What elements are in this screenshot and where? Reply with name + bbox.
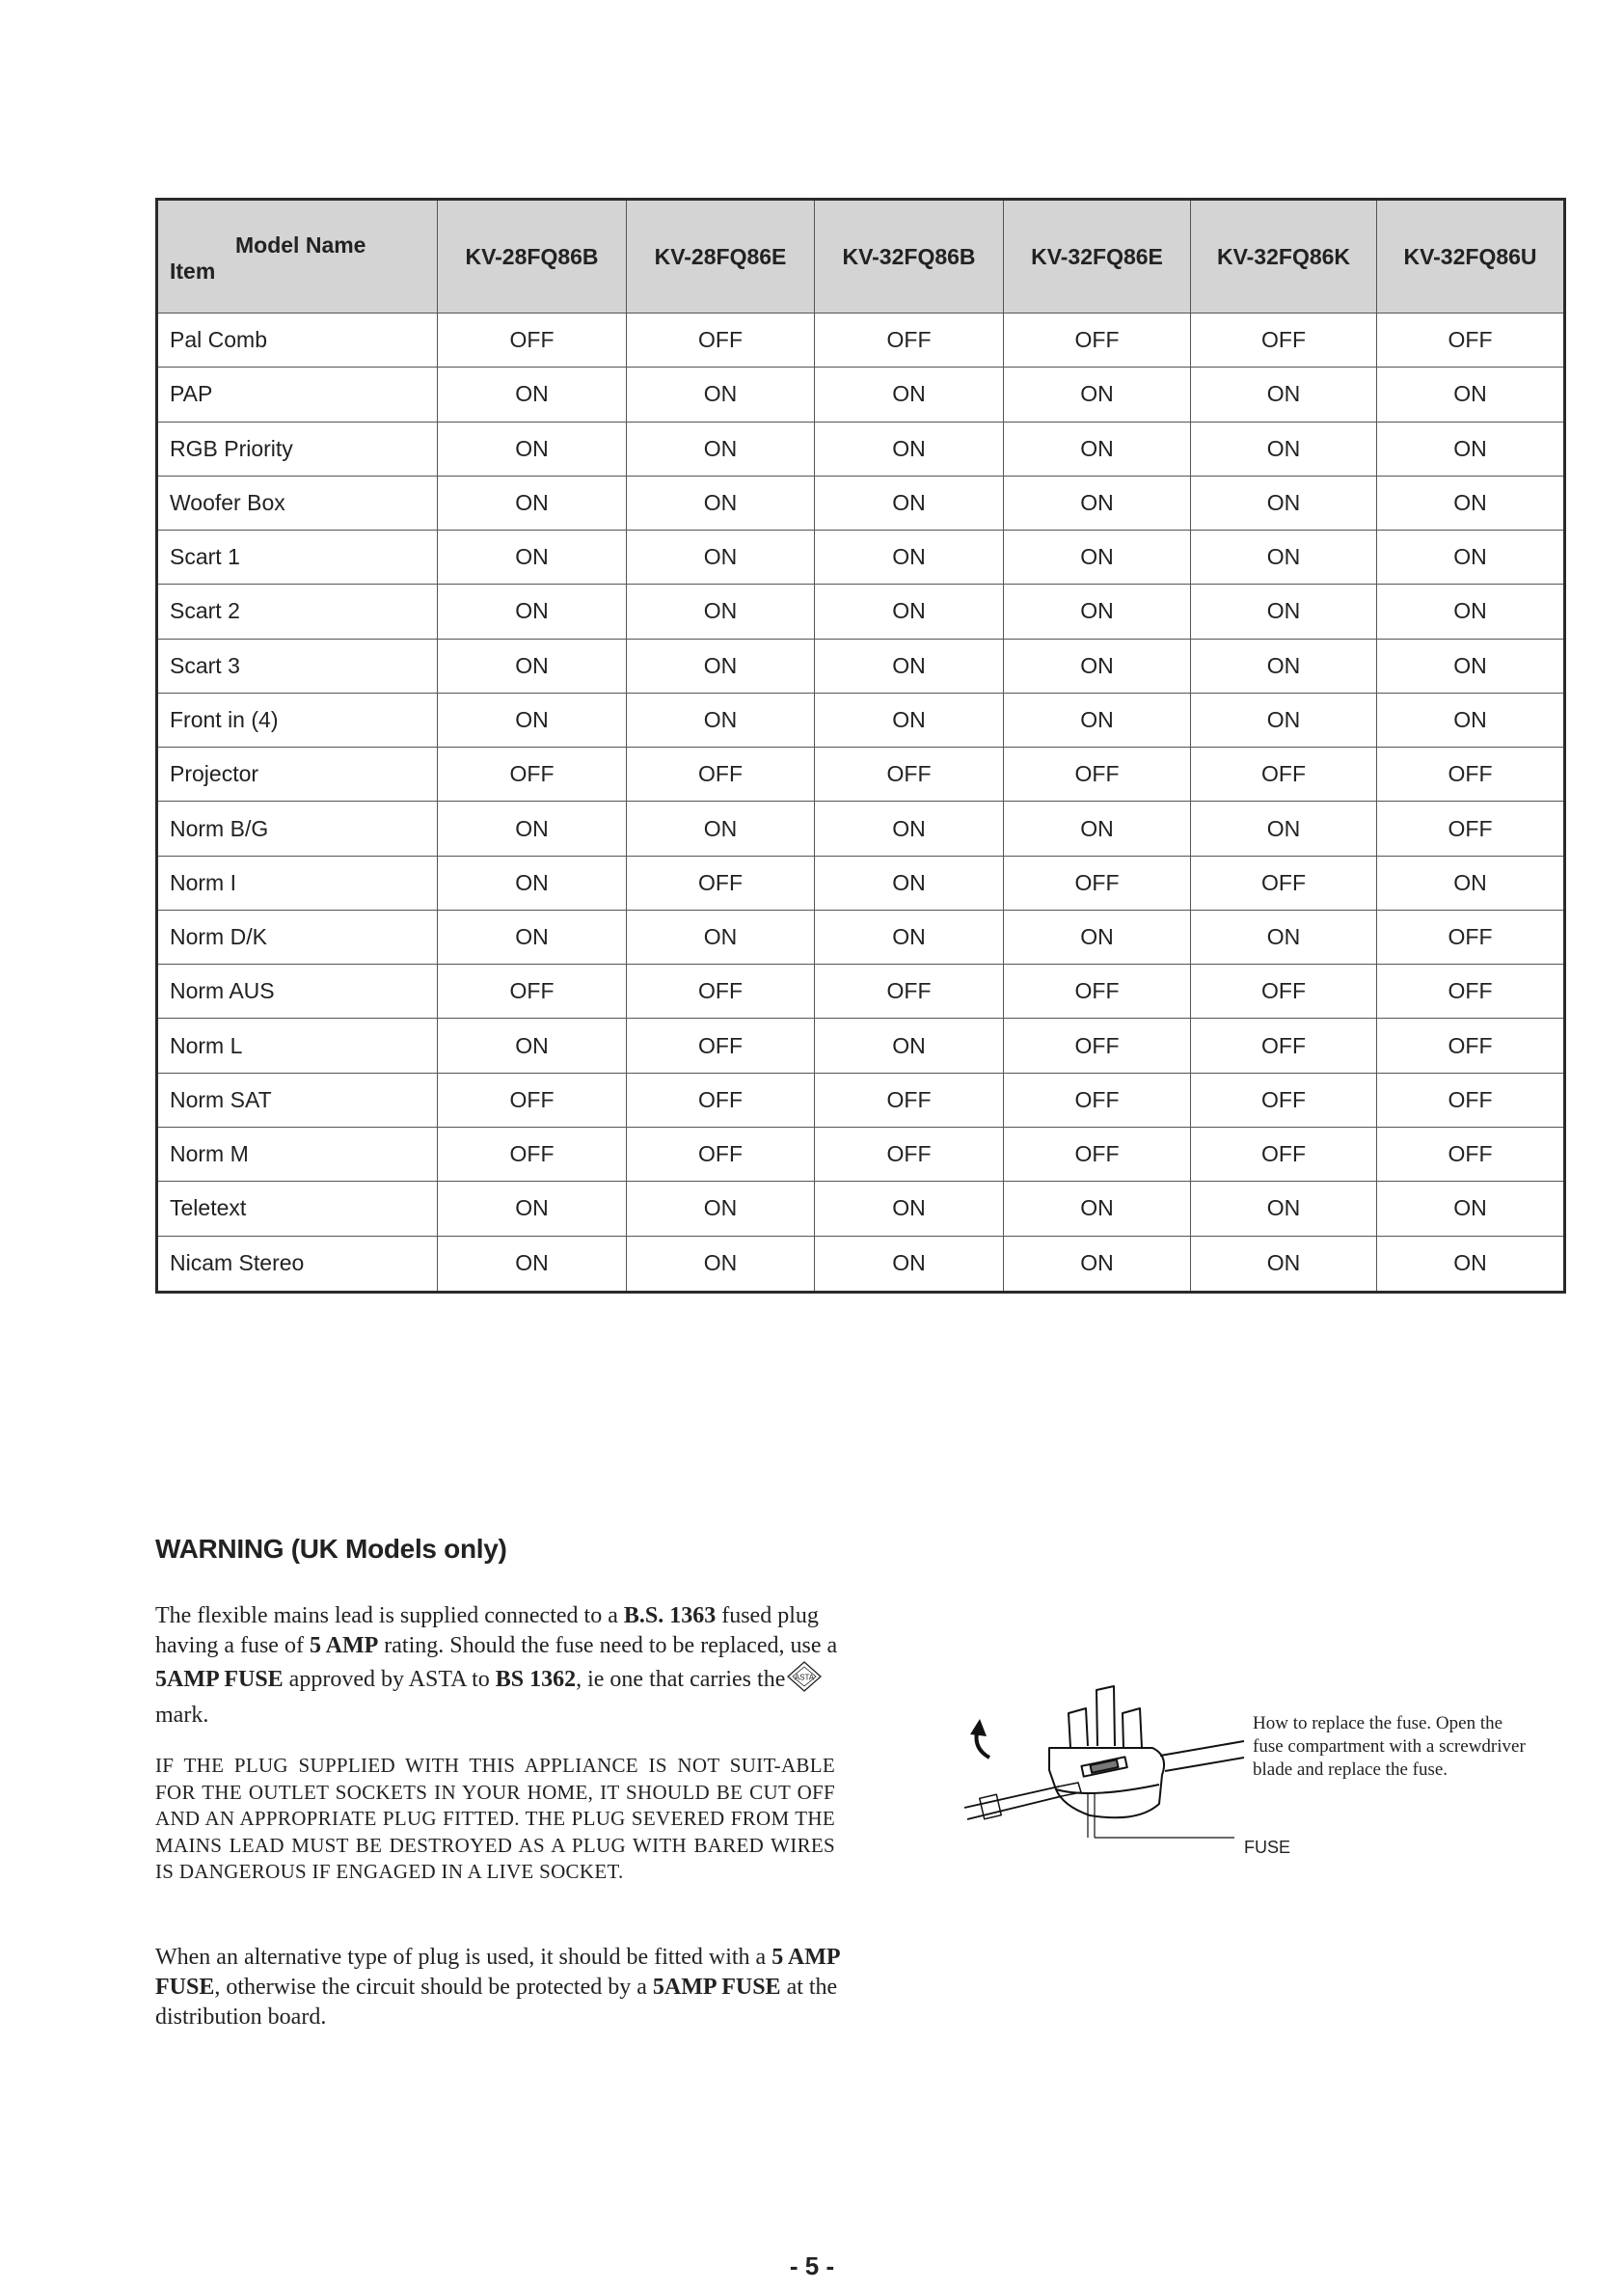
model-header: KV-28FQ86E	[627, 200, 815, 314]
value-cell: ON	[438, 422, 627, 476]
value-cell: ON	[1004, 422, 1191, 476]
page-number: - 5 -	[789, 2251, 835, 2280]
item-cell: Woofer Box	[157, 476, 438, 530]
value-cell: ON	[815, 422, 1004, 476]
value-cell: ON	[1377, 693, 1565, 747]
table-row	[157, 1127, 1565, 1181]
model-header: KV-32FQ86K	[1191, 200, 1377, 314]
value-cell: ON	[1377, 368, 1565, 422]
value-cell: OFF	[1377, 965, 1565, 1019]
value-cell: ON	[815, 639, 1004, 693]
table-row	[157, 531, 1565, 585]
value-cell: ON	[438, 910, 627, 964]
value-cell: OFF	[1004, 965, 1191, 1019]
value-cell: ON	[1377, 1236, 1565, 1292]
item-cell: Norm SAT	[157, 1073, 438, 1127]
table-row	[157, 965, 1565, 1019]
value-cell: OFF	[1004, 1073, 1191, 1127]
value-cell: ON	[1004, 910, 1191, 964]
value-cell: OFF	[438, 748, 627, 802]
table-row	[157, 1236, 1565, 1292]
value-cell: ON	[815, 856, 1004, 910]
value-cell: OFF	[438, 1127, 627, 1181]
value-cell: ON	[1004, 476, 1191, 530]
value-cell: OFF	[1004, 1127, 1191, 1181]
item-cell: Projector	[157, 748, 438, 802]
header-model-name: Model Name	[235, 232, 366, 258]
value-cell: ON	[1377, 1182, 1565, 1236]
value-cell: OFF	[1191, 1073, 1377, 1127]
value-cell: ON	[815, 910, 1004, 964]
value-cell: ON	[438, 531, 627, 585]
value-cell: OFF	[1377, 910, 1565, 964]
value-cell: ON	[438, 639, 627, 693]
spec-table	[155, 198, 1566, 1294]
value-cell: OFF	[627, 314, 815, 368]
value-cell: ON	[1004, 1236, 1191, 1292]
value-cell: OFF	[1377, 1127, 1565, 1181]
item-cell: Teletext	[157, 1182, 438, 1236]
value-cell: OFF	[1377, 1019, 1565, 1073]
value-cell: ON	[438, 856, 627, 910]
value-cell: ON	[627, 422, 815, 476]
value-cell: ON	[815, 585, 1004, 639]
item-cell: Norm B/G	[157, 802, 438, 856]
warning-paragraph-caps: IF THE PLUG SUPPLIED WITH THIS APPLIANCE IS NOT SUIT-ABLE FOR THE OUTLET SOCKETS IN YOUR HOME, IT SHOULD BE CUT OFF AND AN APPROPRIATE PLUG FITTED. THE PLUG SEVERED FROM THE MAINS LEAD MUST BE DESTROYED AS A PLUG WITH BARED WIRES IS DANGEROUS IF ENGAGED IN A LIVE SOCKET.	[155, 1754, 835, 1883]
value-cell: ON	[815, 531, 1004, 585]
value-cell: ON	[1004, 585, 1191, 639]
value-cell: ON	[1004, 1182, 1191, 1236]
model-header: KV-28FQ86B	[438, 200, 627, 314]
value-cell: ON	[815, 1236, 1004, 1292]
value-cell: ON	[815, 1182, 1004, 1236]
value-cell: ON	[1377, 585, 1565, 639]
value-cell: OFF	[1191, 1127, 1377, 1181]
value-cell: ON	[1191, 639, 1377, 693]
value-cell: OFF	[1004, 856, 1191, 910]
value-cell: ON	[1191, 585, 1377, 639]
model-header: KV-32FQ86B	[815, 200, 1004, 314]
value-cell: ON	[438, 585, 627, 639]
value-cell: OFF	[1191, 748, 1377, 802]
table-row	[157, 585, 1565, 639]
item-cell: Nicam Stereo	[157, 1236, 438, 1292]
value-cell: ON	[1191, 476, 1377, 530]
item-cell: Norm I	[157, 856, 438, 910]
value-cell: OFF	[1191, 314, 1377, 368]
table-row	[157, 639, 1565, 693]
value-cell: ON	[1004, 531, 1191, 585]
value-cell: ON	[627, 476, 815, 530]
value-cell: ON	[1004, 368, 1191, 422]
value-cell: ON	[815, 802, 1004, 856]
value-cell: OFF	[1004, 1019, 1191, 1073]
asta-mark-icon	[787, 1661, 822, 1701]
value-cell: OFF	[1004, 314, 1191, 368]
value-cell: ON	[1191, 1236, 1377, 1292]
table-row	[157, 422, 1565, 476]
table-header-row	[157, 200, 1565, 314]
value-cell: ON	[438, 368, 627, 422]
value-cell: ON	[627, 1182, 815, 1236]
plug-fuse-illustration	[955, 1678, 1244, 1867]
value-cell: OFF	[627, 1019, 815, 1073]
value-cell: OFF	[1191, 965, 1377, 1019]
value-cell: OFF	[815, 1073, 1004, 1127]
value-cell: ON	[815, 476, 1004, 530]
value-cell: ON	[1191, 1182, 1377, 1236]
value-cell: OFF	[815, 1127, 1004, 1181]
model-header: KV-32FQ86E	[1004, 200, 1191, 314]
item-cell: Scart 1	[157, 531, 438, 585]
value-cell: ON	[627, 1236, 815, 1292]
value-cell: OFF	[1191, 1019, 1377, 1073]
table-row	[157, 910, 1565, 964]
item-cell: Pal Comb	[157, 314, 438, 368]
value-cell: ON	[438, 693, 627, 747]
value-cell: ON	[438, 1019, 627, 1073]
table-row	[157, 476, 1565, 530]
value-cell: ON	[627, 639, 815, 693]
value-cell: ON	[627, 802, 815, 856]
value-cell: OFF	[627, 965, 815, 1019]
fuse-label: FUSE	[1244, 1838, 1291, 1857]
table-row	[157, 314, 1565, 368]
value-cell: ON	[1191, 910, 1377, 964]
value-cell: OFF	[1377, 748, 1565, 802]
item-cell: PAP	[157, 368, 438, 422]
header-item: Item	[170, 259, 216, 284]
value-cell: OFF	[1377, 314, 1565, 368]
value-cell: OFF	[627, 856, 815, 910]
value-cell: ON	[1377, 639, 1565, 693]
value-cell: OFF	[1004, 748, 1191, 802]
warning-paragraph-alternative: When an alternative type of plug is used, it should be fitted with a 5 AMP FUSE, otherwise the circuit should be protected by a 5AMP FUSE at the distribution board.	[155, 1945, 840, 2030]
value-cell: ON	[1377, 531, 1565, 585]
value-cell: ON	[1377, 476, 1565, 530]
value-cell: OFF	[815, 965, 1004, 1019]
item-cell: Scart 2	[157, 585, 438, 639]
item-cell: Norm AUS	[157, 965, 438, 1019]
model-header: KV-32FQ86U	[1377, 200, 1565, 314]
value-cell: OFF	[627, 1073, 815, 1127]
table-row	[157, 1019, 1565, 1073]
value-cell: ON	[815, 1019, 1004, 1073]
warning-title: WARNING (UK Models only)	[155, 1534, 507, 1564]
svg-text:ASTA: ASTA	[795, 1673, 815, 1682]
value-cell: ON	[627, 910, 815, 964]
item-cell: Front in (4)	[157, 693, 438, 747]
value-cell: OFF	[1191, 856, 1377, 910]
value-cell: OFF	[438, 965, 627, 1019]
value-cell: ON	[438, 1182, 627, 1236]
value-cell: ON	[1377, 422, 1565, 476]
table-row	[157, 693, 1565, 747]
value-cell: OFF	[815, 748, 1004, 802]
value-cell: ON	[1191, 531, 1377, 585]
item-cell: Norm D/K	[157, 910, 438, 964]
value-cell: ON	[438, 476, 627, 530]
value-cell: ON	[1377, 856, 1565, 910]
value-cell: OFF	[627, 748, 815, 802]
value-cell: ON	[438, 1236, 627, 1292]
value-cell: ON	[438, 802, 627, 856]
value-cell: ON	[1191, 693, 1377, 747]
value-cell: ON	[627, 585, 815, 639]
item-cell: Norm L	[157, 1019, 438, 1073]
value-cell: ON	[1191, 422, 1377, 476]
table-row	[157, 856, 1565, 910]
item-cell: RGB Priority	[157, 422, 438, 476]
value-cell: OFF	[1377, 802, 1565, 856]
table-row	[157, 802, 1565, 856]
value-cell: ON	[1004, 693, 1191, 747]
value-cell: OFF	[815, 314, 1004, 368]
value-cell: ON	[1191, 368, 1377, 422]
item-cell: Scart 3	[157, 639, 438, 693]
value-cell: ON	[627, 693, 815, 747]
value-cell: OFF	[627, 1127, 815, 1181]
table-row	[157, 1073, 1565, 1127]
value-cell: ON	[1004, 639, 1191, 693]
value-cell: ON	[627, 531, 815, 585]
value-cell: OFF	[438, 1073, 627, 1127]
table-row	[157, 748, 1565, 802]
table-body	[157, 314, 1565, 1293]
value-cell: OFF	[438, 314, 627, 368]
value-cell: ON	[1191, 802, 1377, 856]
fuse-caption: How to replace the fuse. Open the fuse compartment with a screwdriver blade and replace the fuse.	[1253, 1713, 1526, 1780]
value-cell: ON	[1004, 802, 1191, 856]
table-row	[157, 368, 1565, 422]
warning-paragraph-fuse: The flexible mains lead is supplied connected to a B.S. 1363 fused plug having a fuse of 5 AMP rating. Should the fuse need to be replaced, use a 5AMP FUSE approved by ASTA to BS 1362, ie one that carries the ASTA mark.	[155, 1603, 838, 1728]
header-corner-cell	[157, 200, 438, 314]
table-row	[157, 1182, 1565, 1236]
value-cell: ON	[815, 693, 1004, 747]
value-cell: ON	[815, 368, 1004, 422]
item-cell: Norm M	[157, 1127, 438, 1181]
value-cell: ON	[627, 368, 815, 422]
value-cell: OFF	[1377, 1073, 1565, 1127]
